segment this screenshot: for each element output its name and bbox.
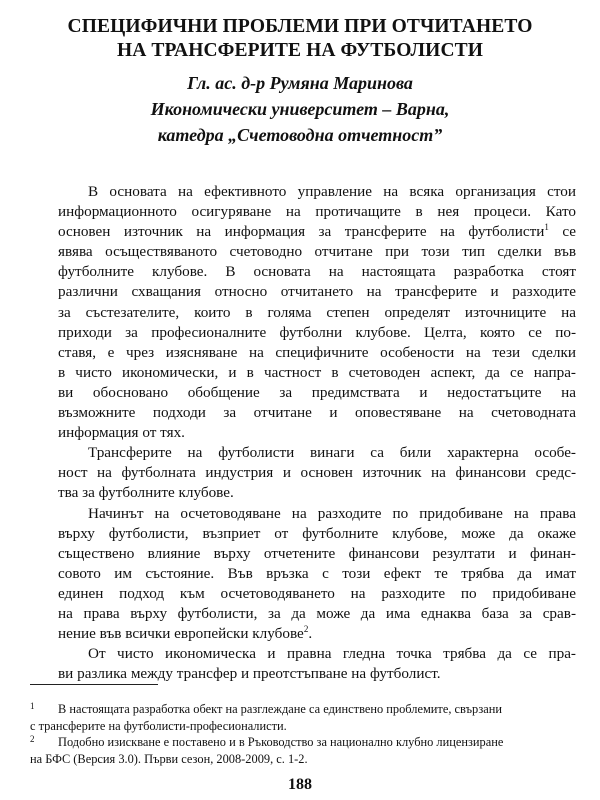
text-line: ност на футболната индустрия и основен източник на финансови средс-	[58, 464, 576, 482]
paragraph-1	[58, 182, 576, 443]
text-line	[58, 624, 576, 644]
text-line	[58, 222, 576, 242]
title-line-1: СПЕЦИФИЧНИ ПРОБЛЕМИ ПРИ ОТЧИТАНЕТО	[67, 16, 533, 38]
footnote-text: Подобно изискване е поставено и в Ръководство за национално клубно лицензиране	[58, 735, 504, 749]
author-name: Гл. ас. д-р Румяна Маринова	[187, 73, 413, 93]
footnote-1	[30, 701, 578, 718]
text-fragment: нение във всички европейски клубове	[58, 625, 304, 643]
text-line: ви разлика между трансфер и преотстъпване на футболист.	[58, 665, 441, 683]
footnote-2-cont: на БФС (Версия 3.0). Първи сезон, 2008-2009, с. 1-2.	[30, 751, 308, 766]
text-line: совото им състояние. Във връзка с този ефект те трябва да имат	[58, 564, 576, 582]
text-line: единен подход към осчетоводяването на разходите по придобиване	[58, 584, 576, 602]
footnote-separator	[30, 684, 158, 685]
text-line: в чисто икономически, и в частност в счетоводен аспект, да се напра-	[58, 363, 576, 381]
footnotes	[30, 701, 578, 767]
footnote-ref-1: 1	[544, 222, 549, 233]
author-affiliation: Икономически университет – Варна,	[150, 99, 450, 119]
paragraph-4	[58, 644, 576, 684]
text-line: От чисто икономическа и правна гледна точка трябва да се пра-	[88, 645, 576, 663]
text-fragment: .	[308, 625, 313, 643]
text-line: футболните клубове. В основата на настоящата разработка стоят	[58, 263, 576, 281]
text-line: В основата на ефективното управление на всяка организация стои	[88, 183, 576, 200]
text-line: различни схващания относно отчитането на трансферите и разходите	[58, 283, 576, 301]
text-fragment: се	[548, 223, 576, 241]
article-body	[58, 182, 576, 684]
article-title	[30, 15, 570, 63]
page-number: 188	[288, 776, 312, 793]
text-line: Начинът на осчетоводяване на разходите по придобиване на права	[88, 504, 576, 522]
footnote-mark: 1	[30, 701, 35, 711]
text-line: ставя, е чрез изясняване на специфичните особености на тези сделки	[58, 343, 576, 361]
text-line: тва за футболните клубове.	[58, 484, 234, 502]
title-line-2: НА ТРАНСФЕРИТЕ НА ФУТБОЛИСТИ	[116, 40, 484, 62]
footnote-ref-2: 2	[303, 624, 309, 635]
text-line: на права върху футболисти, за да може да има еднаква база за срав-	[58, 604, 576, 622]
text-line: информационното осигуряване на протичащите в нея процеси. Като	[58, 203, 576, 221]
text-line: съществено влияние върху отчетените финансови резултати и финан-	[58, 544, 576, 562]
author-department: катедра „Счетоводна отчетност”	[157, 125, 443, 145]
footnote-1-cont: с трансферите на футболисти-професионалисти.	[30, 718, 287, 733]
text-line: възможните подходи за отчитане и оповестяване на счетоводната	[58, 404, 576, 422]
text-line: приходи за професионалните футболни клубове. Целта, която се по-	[58, 323, 576, 341]
paragraph-3	[58, 504, 576, 645]
footnote-text: В настоящата разработка обект на разглеждане са единствено проблемите, свързани	[58, 702, 502, 716]
footnote-mark: 2	[30, 734, 35, 744]
text-line: за състезателите, които в голяма степен определят източниците на	[58, 303, 576, 321]
text-line: върху футболисти, възприет от футболните клубове, може да окаже	[58, 524, 576, 542]
text-line: Трансферите на футболисти винаги са били характерна особе-	[88, 444, 576, 462]
text-line: информация от тях.	[58, 424, 185, 442]
footnote-2	[30, 734, 578, 751]
text-fragment: основен източник на информация за трансферите на футболисти	[58, 223, 545, 241]
text-line: ви обосновано обобщение за предимствата и недостатъците на	[58, 383, 576, 401]
text-line: явява осъществяваното счетоводно отчитане при този тип сделки във	[58, 243, 576, 261]
paragraph-2	[58, 443, 576, 503]
author-block	[40, 70, 560, 148]
